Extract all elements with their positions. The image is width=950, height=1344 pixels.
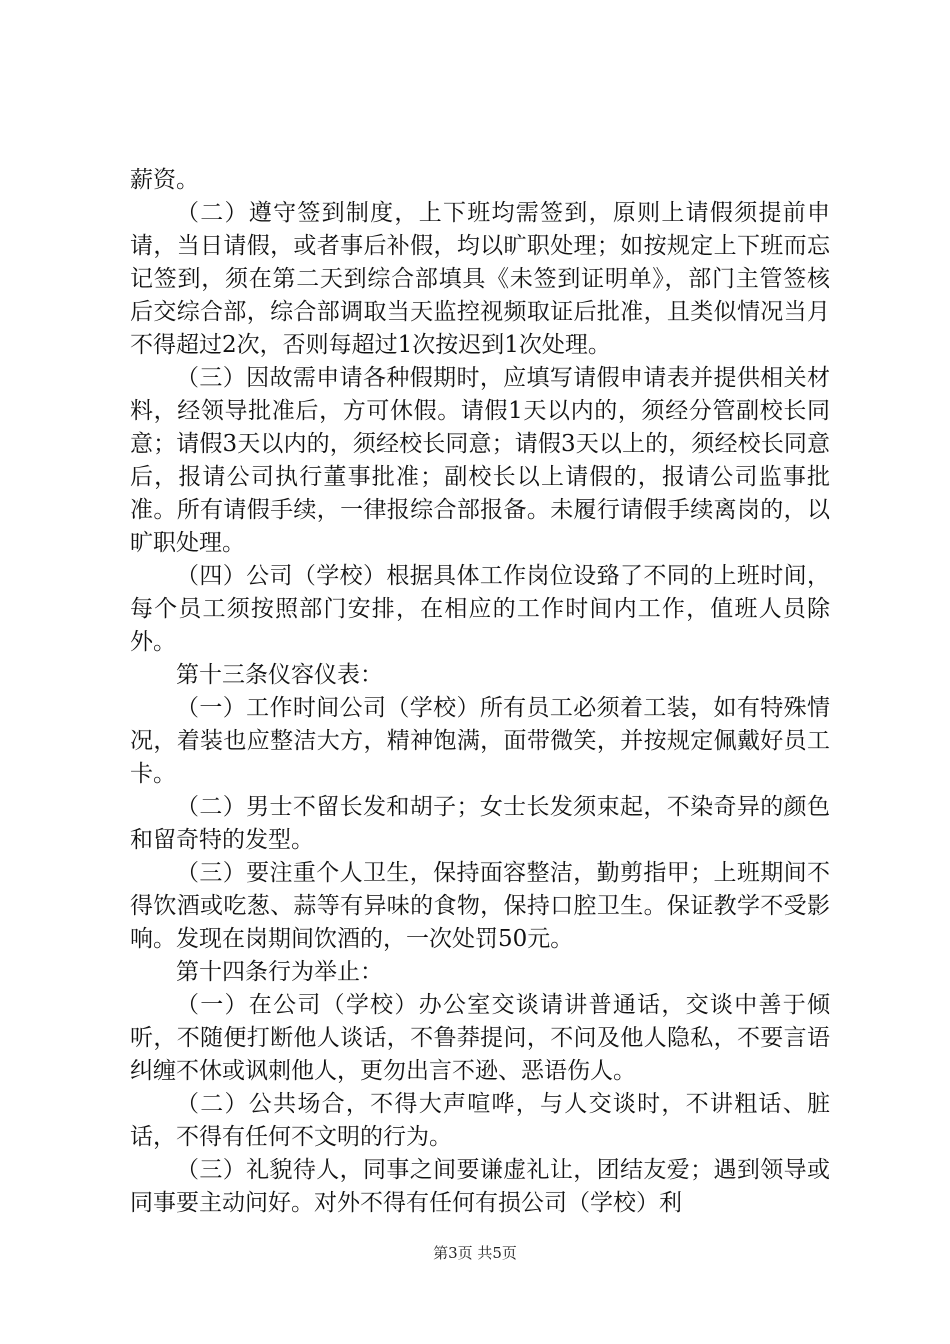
paragraph-leave-rule: （三）因故需申请各种假期时，应填写请假申请表并提供相关材料，经领导批准后，方可休假。请假1天以内的，须经分管副校长同意；请假3天以内的，须经校长同意；请假3天以上的，须经校长同意后，报请公司执行董事批准；副校长以上请假的，报请公司监事批准。所有请假手续，一律报综合部报备。未履行请假手续离岗的，以旷职处理。 [130, 365, 830, 556]
paragraph-signin-rule: （二）遵守签到制度，上下班均需签到，原则上请假须提前申请，当日请假，或者事后补假，均以旷职处理；如按规定上下班而忘记签到，须在第二天到综合部填具《未签到证明单》，部门主管签核后交综合部，综合部调取当天监控视频取证后批准，且类似情况当月不得超过2次，否则每超过1次按迟到1次处理。 [130, 200, 830, 358]
paragraph-hair: （二）男士不留长发和胡子；女士长发须束起，不染奇异的颜色和留奇特的发型。 [130, 794, 830, 853]
page-footer: 第3页 共5页 [433, 1244, 517, 1262]
paragraph-courtesy: （三）礼貌待人，同事之间要谦虚礼让，团结友爱；遇到领导或同事要主动问好。对外不得有任何有损公司（学校）利 [130, 1157, 830, 1216]
document-body [130, 164, 830, 1220]
section-heading-14: 第十四条行为举止： [176, 959, 383, 985]
paragraph-conversation: （一）在公司（学校）办公室交谈请讲普通话，交谈中善于倾听，不随便打断他人谈话，不鲁莽提问，不问及他人隐私，不要言语纠缠不休或讽刺他人，更勿出言不逊、恶语伤人。 [130, 992, 830, 1084]
paragraph-continuation: 薪资。 [130, 167, 199, 193]
section-heading-13: 第十三条仪容仪表： [176, 662, 383, 688]
paragraph-hygiene: （三）要注重个人卫生，保持面容整洁，勤剪指甲；上班期间不得饮酒或吃葱、蒜等有异味的食物，保持口腔卫生。保证教学不受影响。发现在岗期间饮酒的，一次处罚50元。 [130, 860, 830, 952]
paragraph-public-behavior: （二）公共场合，不得大声喧哗，与人交谈时，不讲粗话、脏话，不得有任何不文明的行为。 [130, 1091, 830, 1150]
paragraph-work-hours: （四）公司（学校）根据具体工作岗位设臵了不同的上班时间，每个员工须按照部门安排，在相应的工作时间内工作，值班人员除外。 [130, 563, 830, 655]
paragraph-uniform: （一）工作时间公司（学校）所有员工必须着工装，如有特殊情况，着装也应整洁大方，精神饱满，面带微笑，并按规定佩戴好员工卡。 [130, 695, 830, 787]
